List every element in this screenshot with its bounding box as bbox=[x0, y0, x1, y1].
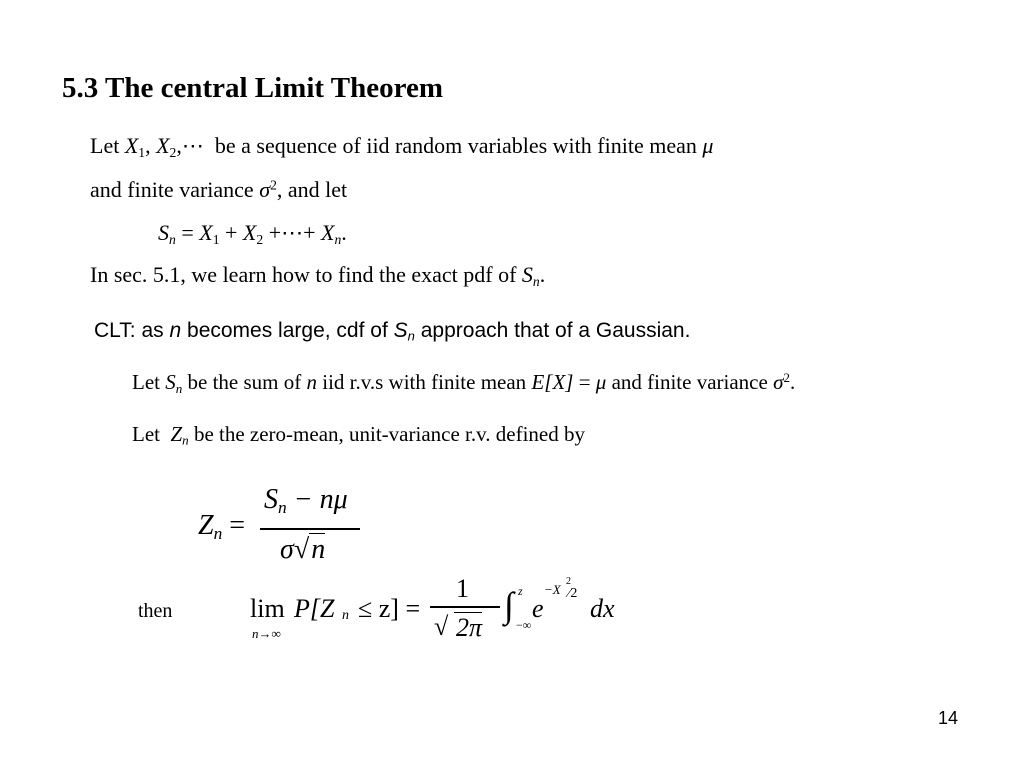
page-number: 14 bbox=[937, 708, 958, 728]
superscript: 2 bbox=[783, 370, 790, 385]
symbol-mu: μ bbox=[702, 133, 714, 158]
clt-text: becomes large, cdf of bbox=[187, 319, 388, 342]
subscript: n bbox=[532, 273, 540, 289]
integral-sign: ∫ bbox=[504, 585, 514, 625]
equation-sn-sum bbox=[158, 220, 347, 248]
fraction-bar bbox=[260, 528, 360, 530]
paragraph-zn-definition bbox=[132, 422, 585, 449]
symbol-n: n bbox=[306, 370, 317, 395]
paragraph-text: In sec. 5.1, we learn how to find the exact pdf of bbox=[90, 262, 517, 287]
paragraph-variance bbox=[90, 177, 347, 203]
symbol-z: Z bbox=[198, 510, 214, 541]
paragraph-text: iid r.v.s with finite mean bbox=[322, 370, 527, 395]
symbol-sigma: σ bbox=[280, 534, 294, 565]
numerator bbox=[264, 484, 348, 518]
paragraph-text: and finite variance bbox=[90, 177, 254, 202]
numerator-rest: − nμ bbox=[293, 484, 348, 515]
symbol-s: S bbox=[393, 319, 408, 342]
clt-text: CLT: as bbox=[94, 319, 164, 342]
superscript: 2 bbox=[270, 177, 277, 193]
symbol-x1: X bbox=[199, 220, 213, 245]
subscript: n bbox=[334, 231, 342, 247]
paragraph-text: be the zero-mean, unit-variance r.v. defined by bbox=[193, 422, 585, 446]
text-let: Let bbox=[90, 133, 120, 158]
symbol-mu: μ bbox=[595, 370, 607, 395]
formula-lhs bbox=[198, 510, 245, 544]
symbol-x2: X bbox=[156, 133, 170, 158]
then-label: then bbox=[138, 600, 173, 622]
symbol-n: n bbox=[169, 319, 182, 342]
subscript: n bbox=[407, 328, 415, 344]
equals-sign: = bbox=[181, 220, 194, 245]
exponent-square: 2 bbox=[566, 576, 571, 587]
subscript: n bbox=[278, 497, 287, 517]
clt-statement bbox=[94, 319, 690, 344]
expected-value: E[X] bbox=[531, 370, 574, 395]
subscript: n bbox=[182, 432, 189, 448]
text-let: Let bbox=[132, 422, 160, 446]
symbol-e: e bbox=[532, 594, 544, 623]
differential: dx bbox=[590, 594, 615, 623]
inequality: ≤ z] = bbox=[358, 594, 421, 623]
comma: , bbox=[145, 133, 151, 158]
paragraph-sequence-definition bbox=[90, 133, 713, 161]
paragraph-text: and finite variance bbox=[611, 370, 768, 395]
paragraph-sum-definition bbox=[132, 370, 795, 397]
subscript: 2 bbox=[256, 231, 264, 247]
exponent: −X bbox=[544, 582, 561, 597]
paragraph-text: , and let bbox=[276, 177, 348, 202]
subscript: n bbox=[342, 608, 349, 623]
symbol-z: Z bbox=[170, 422, 183, 446]
subscript: 1 bbox=[212, 231, 220, 247]
subscript: n bbox=[169, 231, 176, 247]
period: . bbox=[341, 220, 347, 245]
lim-operator: lim bbox=[250, 594, 285, 623]
integral-lower-limit: −∞ bbox=[516, 618, 532, 632]
paragraph-exact-pdf bbox=[90, 262, 545, 290]
symbol-s: S bbox=[521, 262, 533, 287]
exponent-denominator: ⁄2 bbox=[568, 586, 578, 601]
symbol-s: S bbox=[158, 220, 169, 245]
symbol-s: S bbox=[165, 370, 176, 395]
plus-dots: +⋯+ bbox=[268, 220, 316, 245]
integral-upper-limit: z bbox=[518, 584, 523, 598]
fraction-denominator: 2π bbox=[456, 613, 483, 642]
radical-sign: √ bbox=[293, 534, 310, 565]
probability-expression: P[Z bbox=[294, 594, 335, 623]
paragraph-text: be a sequence of iid random variables with finite mean bbox=[214, 133, 697, 158]
lim-subscript: n→∞ bbox=[252, 626, 281, 641]
symbol-xn: X bbox=[321, 220, 335, 245]
subscript: n bbox=[213, 523, 223, 543]
plus-sign: + bbox=[225, 220, 238, 245]
paragraph-text: be the sum of bbox=[187, 370, 302, 395]
ellipsis: ,⋯ bbox=[176, 133, 204, 158]
symbol-x1: X bbox=[124, 133, 139, 158]
fraction-bar bbox=[430, 606, 500, 608]
slide-title: 5.3 The central Limit Theorem bbox=[62, 72, 443, 104]
fraction-numerator: 1 bbox=[456, 574, 469, 603]
period: . bbox=[539, 262, 546, 287]
equals-sign: = bbox=[229, 510, 246, 541]
subscript: 2 bbox=[169, 144, 177, 160]
radical-sign: √ bbox=[434, 612, 449, 641]
subscript: 1 bbox=[138, 144, 146, 160]
symbol-x2: X bbox=[242, 220, 257, 245]
period: . bbox=[789, 370, 796, 395]
denominator bbox=[280, 534, 325, 566]
symbol-sigma: σ bbox=[773, 370, 784, 395]
text-let: Let bbox=[132, 370, 160, 395]
symbol-n: n bbox=[311, 534, 326, 565]
clt-text: approach that of a Gaussian. bbox=[420, 319, 691, 342]
equals-sign: = bbox=[578, 370, 591, 395]
symbol-sigma: σ bbox=[259, 177, 271, 202]
symbol-s: S bbox=[264, 484, 278, 515]
subscript: n bbox=[175, 380, 183, 396]
formula-limit bbox=[250, 572, 630, 662]
